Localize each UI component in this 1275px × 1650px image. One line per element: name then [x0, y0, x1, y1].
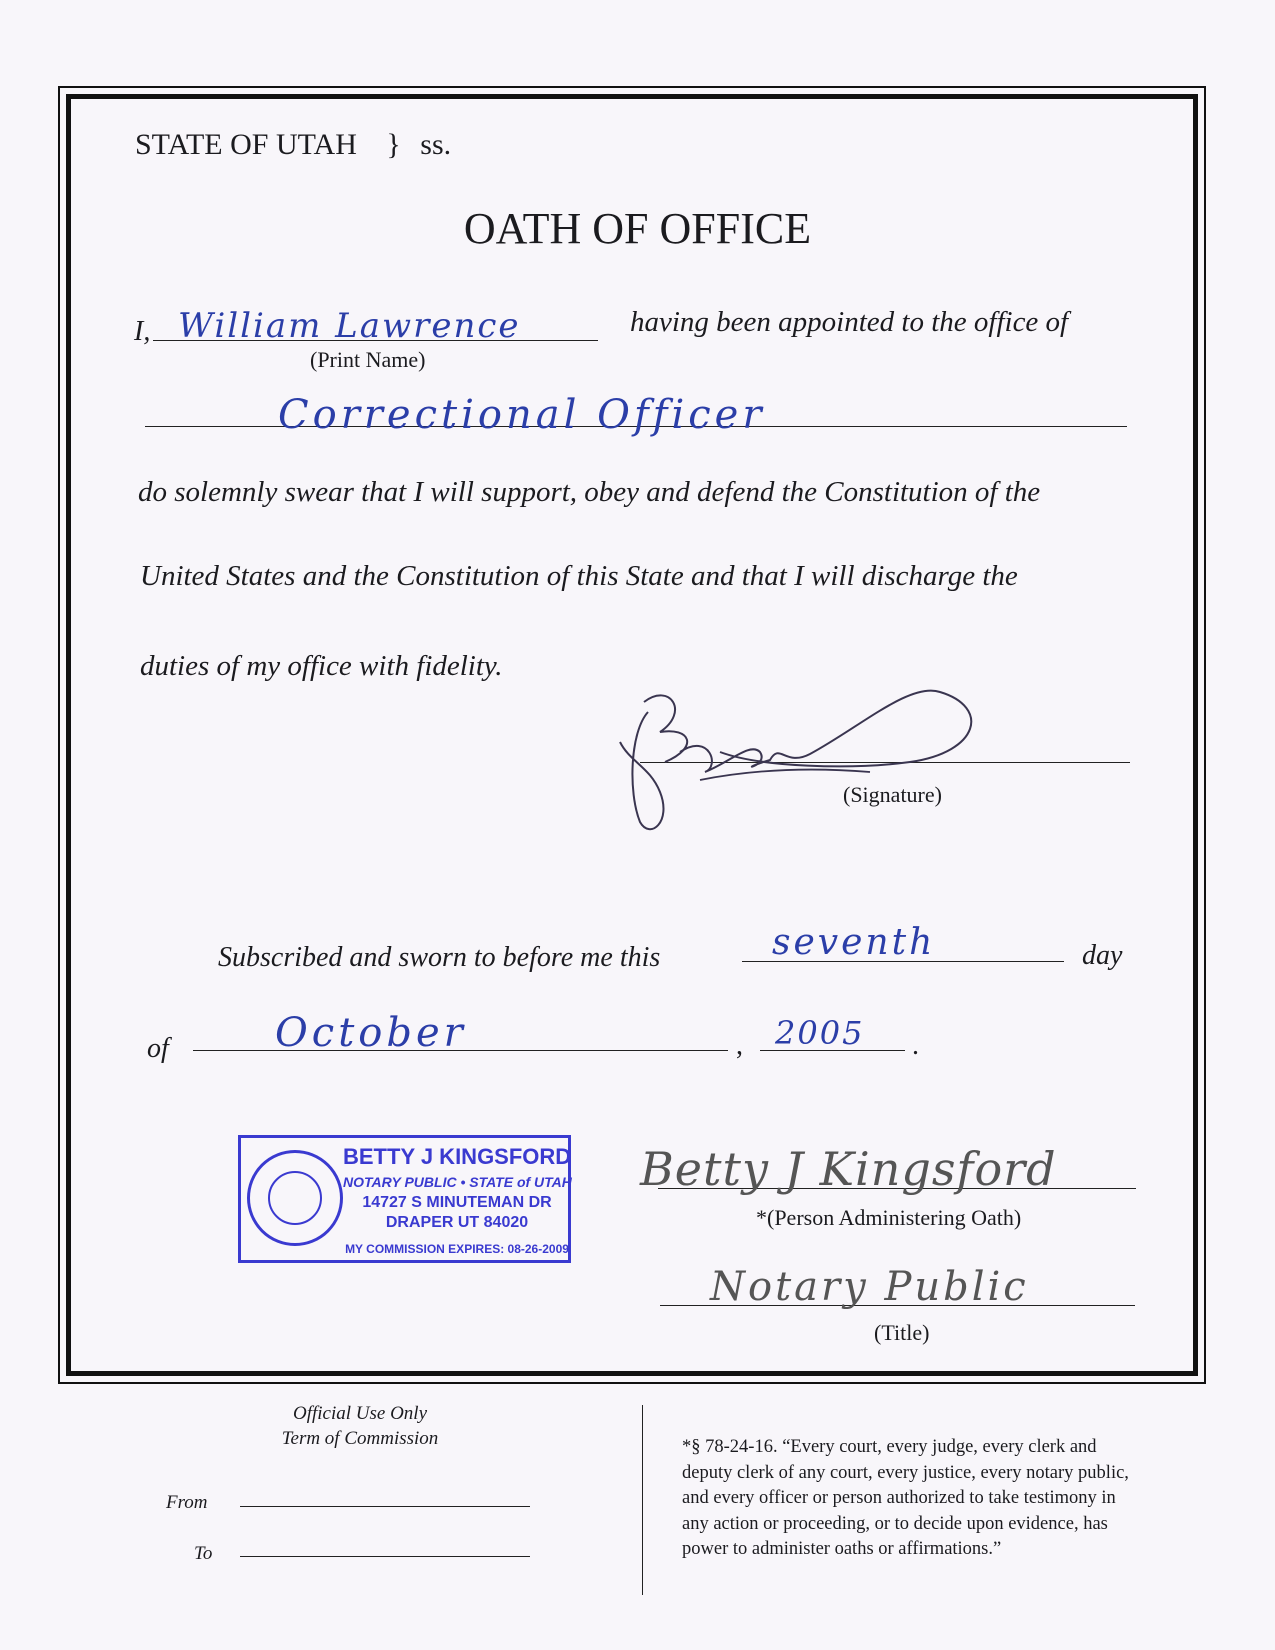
- sworn-text: Subscribed and sworn to before me this: [218, 942, 661, 973]
- notary-stamp: [238, 1135, 571, 1263]
- statute-line-3: and every officer or person authorized to take testimony in: [682, 1488, 1116, 1508]
- title-caption: (Title): [874, 1320, 930, 1345]
- from-line: [240, 1506, 530, 1507]
- state-heading: [135, 128, 451, 162]
- period: .: [912, 1030, 919, 1061]
- term-of-commission-label: Term of Commission: [281, 1428, 439, 1449]
- oath-line-3: duties of my office with fidelity.: [140, 650, 503, 682]
- brace: }: [386, 128, 401, 161]
- i-prefix: I,: [134, 316, 151, 347]
- title-handwritten: Notary Public: [710, 1264, 1029, 1310]
- stamp-address-1: 14727 S MINUTEMAN DR: [362, 1194, 552, 1211]
- name-handwritten: William Lawrence: [178, 306, 521, 346]
- oath-line-2: United States and the Constitution of this State and that I will discharge the: [140, 560, 1018, 592]
- statute-block: [682, 1435, 1129, 1563]
- month-handwritten: October: [275, 1010, 467, 1056]
- day-handwritten: seventh: [772, 922, 936, 963]
- oath-line-1: do solemnly swear that I will support, obey and defend the Constitution of the: [138, 476, 1041, 508]
- statute-line-2: deputy clerk of any court, every justice, every notary public,: [682, 1462, 1129, 1483]
- of-word: of: [147, 1033, 169, 1064]
- day-word: day: [1082, 940, 1123, 971]
- stamp-line-2: NOTARY PUBLIC • STATE of UTAH: [343, 1174, 572, 1190]
- stamp-expiration: MY COMMISSION EXPIRES: 08-26-2009: [345, 1242, 569, 1256]
- administrator-signature: Betty J Kingsford: [640, 1142, 1057, 1196]
- comma: ,: [736, 1030, 743, 1061]
- state-seal-icon: [247, 1150, 343, 1246]
- to-line: [240, 1556, 530, 1557]
- signature-caption: (Signature): [843, 782, 942, 807]
- office-handwritten: Correctional Officer: [278, 392, 766, 438]
- from-label: From: [166, 1492, 208, 1513]
- administrator-caption: *(Person Administering Oath): [756, 1205, 1022, 1230]
- statute-line-4: any action or proceeding, or to decide upon evidence, has: [682, 1513, 1108, 1534]
- official-use-label: Official Use Only: [292, 1403, 428, 1424]
- stamp-name: BETTY J KINGSFORD: [343, 1144, 572, 1169]
- to-label: To: [194, 1543, 213, 1564]
- page-title: OATH OF OFFICE: [463, 204, 812, 253]
- state-name: STATE OF UTAH: [135, 128, 357, 161]
- statute-line-5: power to administer oaths or affirmations.”: [682, 1539, 1002, 1559]
- ss-abbrev: ss.: [420, 128, 452, 161]
- year-handwritten: 2005: [775, 1014, 865, 1052]
- appointed-text: having been appointed to the office of: [630, 306, 1069, 338]
- signature-scribble: [610, 672, 1000, 842]
- name-caption: (Print Name): [310, 347, 426, 372]
- seal-emblem-icon: [268, 1171, 322, 1225]
- stamp-address-2: DRAPER UT 84020: [385, 1214, 529, 1231]
- statute-line-1: *§ 78-24-16. “Every court, every judge, every clerk and: [682, 1437, 1097, 1457]
- footer-divider: [642, 1405, 643, 1595]
